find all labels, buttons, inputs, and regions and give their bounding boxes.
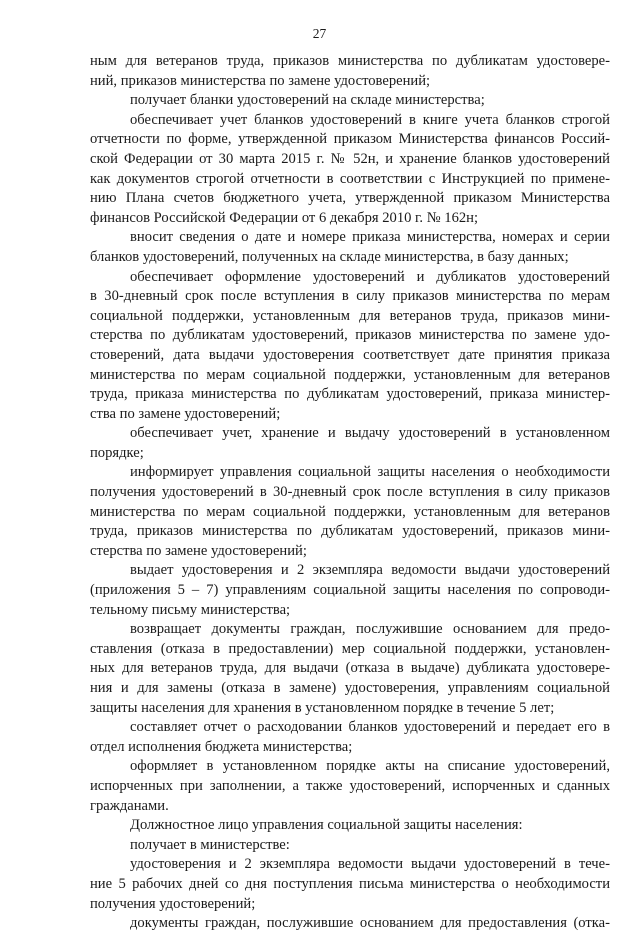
- text-line: Должностное лицо управления социальной защиты населения:: [130, 817, 523, 834]
- text-line: обеспечивает учет бланков удостоверений в книге учета бланков строгой: [130, 111, 610, 128]
- text-line: стоверений, дата выдачи удостоверения соответствует дате принятия приказа: [90, 346, 610, 363]
- text-line: стерства по дубликатам удостоверений, приказов министерства по замене удо-: [90, 327, 610, 344]
- text-line: обеспечивает учет, хранение и выдачу удостоверений в установленном: [130, 425, 610, 442]
- text-line: министерства по мерам социальной поддержки, установленным для ветеранов: [90, 366, 610, 383]
- text-line: в 30-дневный срок после вступления в силу приказов министерства по мерам: [90, 288, 610, 305]
- text-line: стерства по замене удостоверений;: [90, 542, 307, 559]
- text-line: ние 5 рабочих дней со дня поступления письма министерства о необходимости: [90, 875, 610, 892]
- text-line: (приложения 5 – 7) управлениям социальной защиты населения по сопроводи-: [90, 582, 610, 599]
- text-line: как документов строгой отчетности в соответствии с Инструкцией по примене-: [90, 170, 610, 187]
- text-line: ным для ветеранов труда, приказов министерства по дубликатам удостовере-: [90, 53, 610, 69]
- text-line: бланков удостоверений, полученных на складе министерства, в базу данных;: [90, 248, 569, 265]
- text-line: ставления (отказа в предоставлении) мер социальной поддержки, установлен-: [90, 640, 610, 657]
- text-line: вносит сведения о дате и номере приказа министерства, номерах и серии: [130, 229, 610, 246]
- text-line: обеспечивает оформление удостоверений и дубликатов удостоверений: [130, 268, 610, 285]
- text-line: оформляет в установленном порядке акты на списание удостоверений,: [130, 758, 610, 775]
- text-line: гражданами.: [90, 797, 169, 814]
- text-line: информирует управления социальной защиты населения о необходимости: [130, 464, 610, 481]
- text-line: труда, приказов министерства по дубликатам удостоверений, приказов мини-: [90, 523, 610, 540]
- text-line: удостоверения и 2 экземпляра ведомости выдачи удостоверений в тече-: [130, 856, 610, 873]
- text-line: защиты населения для хранения в установленном порядке в течение 5 лет;: [90, 699, 555, 716]
- text-line: тельному письму министерства;: [90, 601, 291, 618]
- text-line: министерства по мерам социальной поддержки, установленным для ветеранов: [90, 503, 610, 520]
- page-number: 27: [312, 26, 327, 41]
- body-text: [90, 52, 610, 934]
- text-line: документы граждан, послужившие основанием для предоставления (отка-: [130, 915, 610, 932]
- text-line: получения удостоверений в 30-дневный срок после вступления в силу приказов: [90, 484, 610, 501]
- text-line: ской Федерации от 30 марта 2015 г. № 52н, и хранение бланков удостоверений: [90, 150, 610, 167]
- text-line: получения удостоверений;: [90, 895, 256, 912]
- text-line: нию Плана счетов бюджетного учета, утвержденной приказом Министерства: [90, 190, 610, 207]
- text-line: труда, приказа министерства по дубликатам удостоверений, приказа министер-: [90, 386, 610, 403]
- text-line: ния и для замены (отказа в замене) удостоверения, управлениям социальной: [90, 680, 610, 696]
- text-line: ний, приказов министерства по замене удостоверений;: [90, 72, 431, 89]
- text-line: выдает удостоверения и 2 экземпляра ведомости выдачи удостоверений: [130, 562, 610, 579]
- text-line: получает в министерстве:: [130, 836, 290, 853]
- text-line: составляет отчет о расходовании бланков удостоверений и передает его в: [130, 719, 610, 736]
- text-line: финансов Российской Федерации от 6 декабря 2010 г. № 162н;: [90, 209, 479, 226]
- text-line: ных для ветеранов труда, для выдачи (отказа в выдаче) дубликата удостовере-: [90, 660, 610, 677]
- text-line: отчетности по форме, утвержденной приказом Министерства финансов Россий-: [90, 131, 610, 148]
- text-line: социальной поддержки, установленным для ветеранов труда, приказов мини-: [90, 307, 610, 324]
- text-line: возвращает документы граждан, послужившие основанием для предо-: [130, 621, 610, 638]
- text-line: ства по замене удостоверений;: [90, 405, 281, 422]
- text-line: порядке;: [90, 444, 144, 461]
- text-line: отдел исполнения бюджета министерства;: [90, 738, 353, 755]
- text-line: получает бланки удостоверений на складе министерства;: [130, 92, 485, 109]
- text-line: испорченных при заполнении, а также удостоверений, испорченных и сданных: [90, 777, 610, 794]
